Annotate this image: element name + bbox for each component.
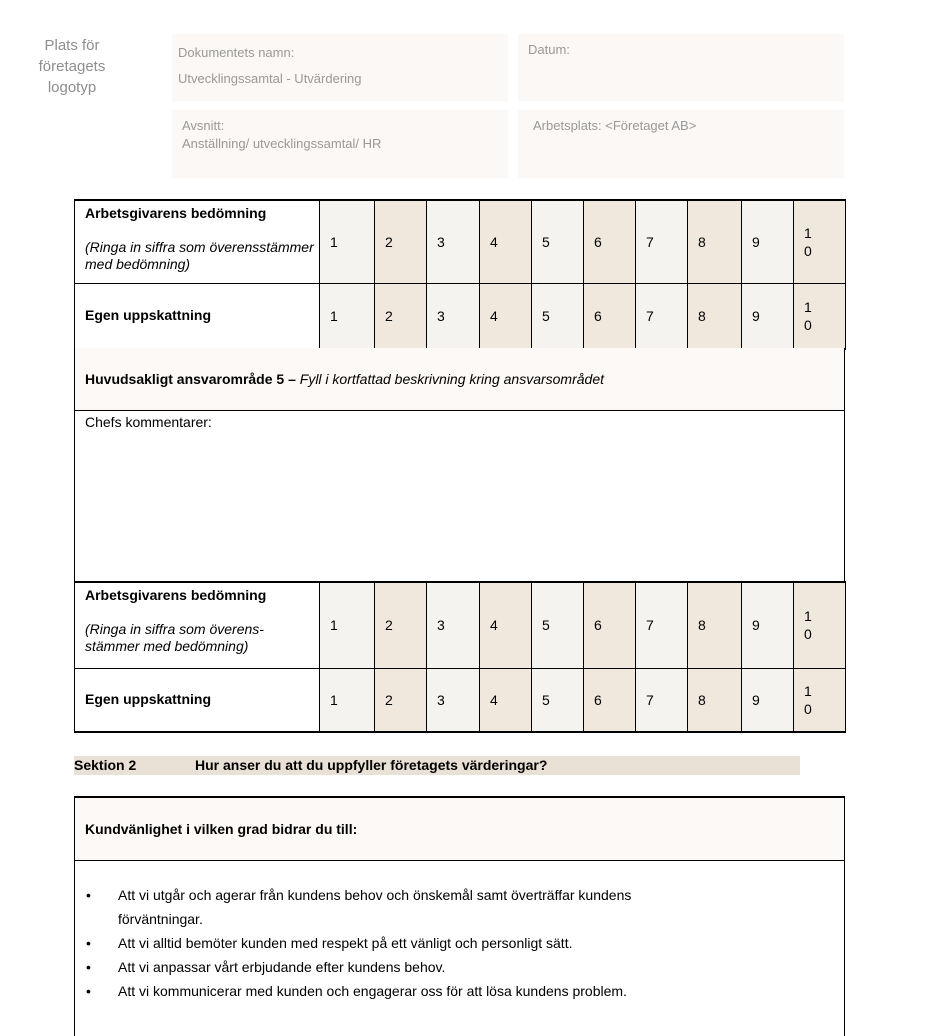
score-cell-6[interactable]: 6 bbox=[584, 668, 636, 732]
employer-rating-row bbox=[75, 200, 846, 283]
score-cell-7[interactable]: 7 bbox=[636, 283, 688, 349]
bullet-icon: • bbox=[86, 887, 91, 903]
workplace-label: Arbetsplats: <Företaget AB> bbox=[533, 118, 697, 133]
score-cell-6[interactable]: 6 bbox=[584, 283, 636, 349]
score-cell-10[interactable]: 1 0 bbox=[794, 283, 846, 349]
score-cell-5[interactable]: 5 bbox=[532, 668, 584, 732]
logo-placeholder bbox=[22, 35, 122, 98]
section-label: Avsnitt: bbox=[182, 118, 225, 133]
score-cell-4[interactable]: 4 bbox=[480, 200, 532, 283]
score-cell-2[interactable]: 2 bbox=[375, 200, 427, 283]
score-cell-1[interactable]: 1 bbox=[320, 582, 375, 668]
self-rating-row bbox=[75, 668, 846, 732]
score-cell-5[interactable]: 5 bbox=[532, 200, 584, 283]
employer-rating-label: Arbetsgivarens bedömning bbox=[85, 587, 267, 603]
score-cell-10[interactable]: 1 0 bbox=[794, 200, 846, 283]
rating-table-1 bbox=[74, 199, 846, 350]
list-item bbox=[75, 931, 638, 955]
date-label: Datum: bbox=[528, 42, 570, 57]
date-field[interactable] bbox=[518, 34, 844, 101]
customer-friendliness-list bbox=[75, 883, 844, 1003]
responsibility-area-heading bbox=[74, 348, 845, 411]
score-cell-1[interactable]: 1 bbox=[320, 283, 375, 349]
manager-comments-label: Chefs kommentarer: bbox=[85, 414, 212, 430]
responsibility-area-title: Huvudsakligt ansvarområde 5 – bbox=[85, 371, 296, 387]
score-cell-9[interactable]: 9 bbox=[742, 582, 794, 668]
section-2-number: Sektion 2 bbox=[74, 757, 137, 773]
score-cell-5[interactable]: 5 bbox=[532, 283, 584, 349]
list-item bbox=[75, 979, 638, 1003]
logo-line-3: logotyp bbox=[47, 79, 97, 96]
bullet-icon: • bbox=[86, 935, 91, 951]
score-cell-7[interactable]: 7 bbox=[636, 582, 688, 668]
score-cell-10[interactable]: 1 0 bbox=[794, 582, 846, 668]
score-cell-4[interactable]: 4 bbox=[480, 283, 532, 349]
customer-friendliness-box bbox=[74, 796, 845, 1036]
bullet-icon: • bbox=[86, 983, 91, 999]
score-cell-4[interactable]: 4 bbox=[480, 668, 532, 732]
score-cell-8[interactable]: 8 bbox=[688, 582, 742, 668]
score-cell-2[interactable]: 2 bbox=[375, 283, 427, 349]
responsibility-area-instruction: Fyll i kortfattad beskrivning kring ansvarsområdet bbox=[299, 371, 604, 387]
self-rating-label: Egen uppskattning bbox=[85, 307, 211, 324]
score-cell-1[interactable]: 1 bbox=[320, 200, 375, 283]
score-cell-3[interactable]: 3 bbox=[427, 283, 480, 349]
section-value: Anställning/ utvecklingssamtal/ HR bbox=[182, 136, 382, 151]
workplace-field[interactable] bbox=[518, 110, 844, 178]
list-item-text: Att vi utgår och agerar från kundens behov och önskemål samt överträffar kundens förväntningar. bbox=[118, 887, 632, 927]
logo-line-2: företagets bbox=[38, 58, 106, 75]
score-cell-1[interactable]: 1 bbox=[320, 668, 375, 732]
section-2-bar bbox=[74, 756, 800, 775]
customer-friendliness-heading: Kundvänlighet i vilken grad bidrar du till: bbox=[75, 798, 844, 861]
rating-table-2 bbox=[74, 581, 846, 733]
list-item-text: Att vi anpassar vårt erbjudande efter kundens behov. bbox=[118, 959, 446, 975]
score-cell-4[interactable]: 4 bbox=[480, 582, 532, 668]
self-rating-row bbox=[75, 283, 846, 349]
manager-comments-box[interactable] bbox=[74, 411, 845, 582]
list-item-text: Att vi alltid bemöter kunden med respekt på ett vänligt och personligt sätt. bbox=[118, 935, 573, 951]
score-cell-7[interactable]: 7 bbox=[636, 200, 688, 283]
self-rating-label-cell bbox=[75, 283, 320, 349]
bullet-icon: • bbox=[86, 959, 91, 975]
employer-rating-note: (Ringa in siffra som överens-stämmer med bedömning) bbox=[85, 621, 264, 654]
score-cell-9[interactable]: 9 bbox=[742, 283, 794, 349]
score-cell-8[interactable]: 8 bbox=[688, 200, 742, 283]
employer-rating-row bbox=[75, 582, 846, 668]
score-cell-2[interactable]: 2 bbox=[375, 668, 427, 732]
score-cell-3[interactable]: 3 bbox=[427, 582, 480, 668]
score-cell-10[interactable]: 1 0 bbox=[794, 668, 846, 732]
employer-rating-label-cell bbox=[75, 200, 320, 283]
score-cell-8[interactable]: 8 bbox=[688, 668, 742, 732]
list-item-text: Att vi kommunicerar med kunden och engagerar oss för att lösa kundens problem. bbox=[118, 983, 627, 999]
score-cell-5[interactable]: 5 bbox=[532, 582, 584, 668]
self-rating-label-cell bbox=[75, 668, 320, 732]
list-item bbox=[75, 883, 638, 931]
score-cell-3[interactable]: 3 bbox=[427, 200, 480, 283]
employer-rating-label-cell bbox=[75, 582, 320, 668]
section-field[interactable] bbox=[172, 110, 508, 178]
score-cell-9[interactable]: 9 bbox=[742, 200, 794, 283]
section-2-question: Hur anser du att du uppfyller företagets värderingar? bbox=[195, 757, 548, 773]
score-cell-6[interactable]: 6 bbox=[584, 200, 636, 283]
score-cell-8[interactable]: 8 bbox=[688, 283, 742, 349]
score-cell-9[interactable]: 9 bbox=[742, 668, 794, 732]
score-cell-2[interactable]: 2 bbox=[375, 582, 427, 668]
document-name-value: Utvecklingssamtal - Utvärdering bbox=[178, 71, 362, 86]
list-item bbox=[75, 955, 638, 979]
score-cell-3[interactable]: 3 bbox=[427, 668, 480, 732]
logo-line-1: Plats för bbox=[44, 37, 100, 54]
document-name-field[interactable] bbox=[172, 34, 508, 101]
score-cell-7[interactable]: 7 bbox=[636, 668, 688, 732]
document-name-label: Dokumentets namn: bbox=[178, 45, 295, 60]
self-rating-label: Egen uppskattning bbox=[85, 691, 211, 708]
score-cell-6[interactable]: 6 bbox=[584, 582, 636, 668]
employer-rating-label: Arbetsgivarens bedömning bbox=[85, 205, 267, 221]
employer-rating-note: (Ringa in siffra som överensstämmer med bedömning) bbox=[85, 239, 314, 272]
